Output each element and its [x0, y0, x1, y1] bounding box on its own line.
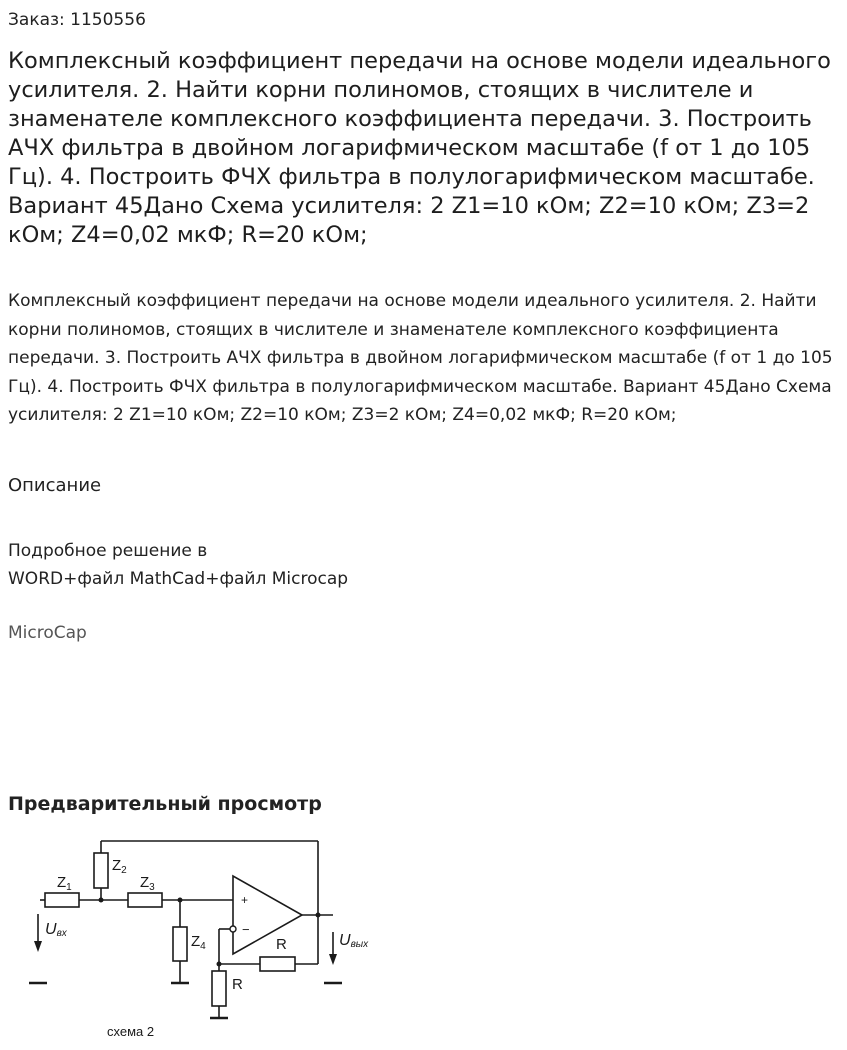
node-dot — [99, 898, 104, 903]
node-dot — [178, 898, 183, 903]
inverting-input-dot — [230, 926, 236, 932]
z1-resistor — [45, 893, 79, 907]
description-section-label: Описание — [8, 475, 102, 496]
page-title: Комплексный коэффициент передачи на основе модели идеального усилителя. 2. Найти корни полиномов, стоящих в числителе и знаменателе комплексного коэффициента передачи. 3. Построить АЧХ фильтра в двойном логарифмическом масштабе (f от 1 до 105 Гц). 4. Построить ФЧХ фильтра в полулогарифмическом масштабе. Вариант 45Дано Схема усилителя: 2 Z1=10 кОм; Z2=10 кОм; Z3=2 кОм; Z4=0,02 мкФ; R=20 кОм; — [8, 48, 831, 248]
z3-label: $Z_3$ — [140, 874, 155, 893]
schematic-marks — [34, 898, 337, 967]
node-dot — [316, 913, 321, 918]
r-ground-label: R — [232, 976, 243, 993]
minus-sign: − — [242, 922, 250, 937]
z4-label: $Z_4$ — [191, 933, 206, 952]
z2-label: $Z_2$ — [112, 857, 127, 876]
z2-resistor — [94, 853, 108, 888]
solution-details-line-1: Подробное решение в — [8, 541, 208, 561]
plus-sign: + — [241, 893, 249, 907]
z1-label: $Z_1$ — [57, 874, 72, 893]
z3-resistor — [128, 893, 162, 907]
schematic-caption: схема 2 — [107, 1024, 155, 1039]
schematic-diagram — [18, 828, 388, 1043]
microcap-tag-link[interactable]: MicroCap — [8, 623, 87, 643]
r-feedback-resistor — [260, 957, 295, 971]
preview-schematic-image — [18, 828, 388, 1043]
u-in-label: Uвх — [45, 921, 67, 939]
description-text: Комплексный коэффициент передачи на основе модели идеального усилителя. 2. Найти корни полиномов, стоящих в числителе и знаменателе комплексного коэффициента передачи. 3. Построить АЧХ фильтра в двойном логарифмическом масштабе (f от 1 до 105 Гц). 4. Построить ФЧХ фильтра в полулогарифмическом масштабе. Вариант 45Дано Схема усилителя: 2 Z1=10 кОм; Z2=10 кОм; Z3=2 кОм; Z4=0,02 мкФ; R=20 кОм; — [8, 291, 833, 425]
r-ground-resistor — [212, 971, 226, 1006]
r-feedback-label: R — [276, 936, 287, 953]
order-number: Заказ: 1150556 — [8, 10, 146, 30]
u-out-label: Uвых — [339, 932, 369, 950]
solution-details — [8, 537, 348, 593]
z4-resistor — [173, 927, 187, 961]
preview-heading: Предварительный просмотр — [8, 793, 322, 815]
solution-details-line-2: WORD+файл MathCad+файл Microcap — [8, 569, 349, 589]
u-in-arrow — [34, 941, 42, 952]
node-dot — [217, 962, 222, 967]
u-out-arrow — [329, 954, 337, 965]
op-amp — [233, 876, 302, 954]
schematic-wires — [29, 841, 342, 1018]
